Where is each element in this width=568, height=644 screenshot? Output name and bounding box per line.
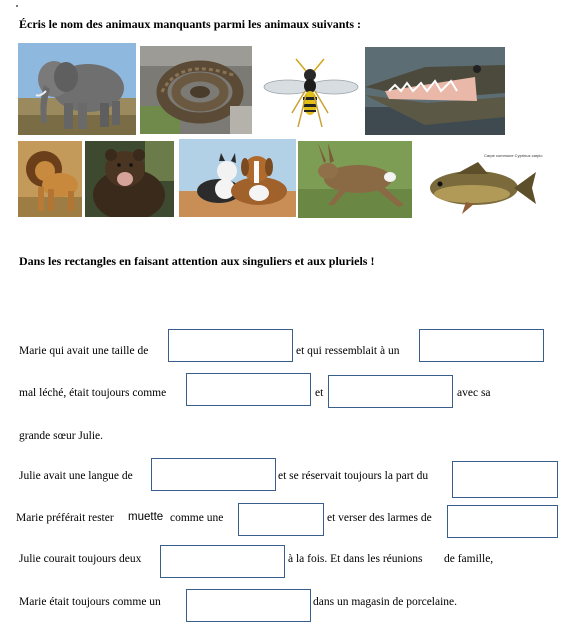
answer-field-4[interactable] bbox=[328, 375, 453, 408]
sentence-4-middle: et se réservait toujours la part du bbox=[278, 470, 429, 482]
sentence-2-conjunction: et bbox=[315, 387, 324, 399]
sentence-6-end: de famille, bbox=[444, 553, 494, 565]
answer-field-3[interactable] bbox=[186, 373, 311, 406]
answer-field-8[interactable] bbox=[447, 505, 558, 538]
sentence-6-middle: à la fois. Et dans les réunions bbox=[288, 553, 423, 565]
instruction-text: Dans les rectangles en faisant attention aux singuliers et aux pluriels ! bbox=[19, 254, 375, 268]
sentence-2-end: avec sa bbox=[457, 387, 491, 399]
answer-field-10[interactable] bbox=[186, 589, 311, 622]
sentence-5-middle: et verser des larmes de bbox=[327, 512, 432, 524]
sentence-5-emphasis: muette bbox=[128, 511, 164, 523]
sentence-7-start: Marie était toujours comme un bbox=[19, 596, 161, 608]
exercise-title: Écris le nom des animaux manquants parmi les animaux suivants : bbox=[19, 17, 362, 31]
hare-photo bbox=[298, 141, 412, 218]
sentence-2-start: mal léché, était toujours comme bbox=[19, 387, 167, 399]
answer-field-9[interactable] bbox=[160, 545, 285, 578]
stray-dot bbox=[16, 5, 18, 7]
answer-field-5[interactable] bbox=[151, 458, 276, 491]
sentence-5-start: Marie préférait rester bbox=[16, 512, 114, 524]
sentence-3: grande sœur Julie. bbox=[19, 430, 103, 442]
cat-and-dog-photo bbox=[179, 139, 296, 217]
elephant-photo bbox=[18, 43, 136, 135]
sentence-1-middle: et qui ressemblait à un bbox=[296, 345, 400, 357]
sentence-7-end: dans un magasin de porcelaine. bbox=[313, 596, 458, 608]
bear-photo bbox=[85, 141, 174, 217]
snake-photo bbox=[140, 46, 252, 134]
answer-field-7[interactable] bbox=[238, 503, 324, 536]
lion-photo bbox=[18, 141, 82, 217]
sentence-4-start: Julie avait une langue de bbox=[19, 470, 133, 482]
answer-field-1[interactable] bbox=[168, 329, 293, 362]
carp-caption: Carpe commune Cyprinus carpio bbox=[484, 153, 543, 158]
sentence-6-start: Julie courait toujours deux bbox=[19, 553, 142, 565]
answer-field-2[interactable] bbox=[419, 329, 544, 362]
sentence-1-start: Marie qui avait une taille de bbox=[19, 345, 149, 357]
wasp-photo bbox=[258, 53, 361, 133]
carp-photo bbox=[416, 152, 539, 218]
sentence-5-comparison: comme une bbox=[170, 512, 224, 524]
answer-field-6[interactable] bbox=[452, 461, 558, 498]
crocodile-photo bbox=[365, 47, 505, 135]
